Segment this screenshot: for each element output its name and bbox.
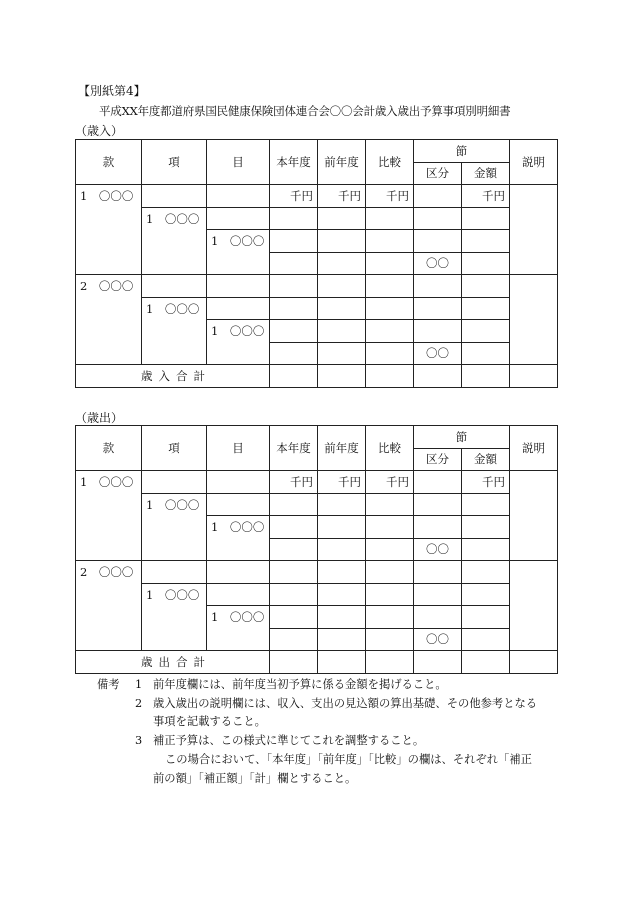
header-moku: 目 [207, 140, 270, 185]
header-current-year: 本年度 [270, 426, 318, 471]
table-row [76, 561, 558, 584]
explanation-cell [510, 561, 558, 651]
unit-cell: 千円 [462, 471, 510, 494]
header-setsu: 節 [414, 140, 510, 163]
note-number: 3 [135, 734, 143, 748]
note-paragraph: この場合において、「本年度」「前年度」「比較」の欄は、それぞれ「補正 [165, 752, 532, 766]
note-number: 2 [135, 696, 143, 710]
header-amount: 金額 [462, 162, 510, 185]
explanation-cell [510, 275, 558, 365]
header-previous-year: 前年度 [318, 140, 366, 185]
moku-cell: 1 〇〇〇 [207, 516, 270, 539]
kou-cell: 1 〇〇〇 [142, 493, 207, 516]
moku-cell: 1 〇〇〇 [207, 606, 270, 629]
table-row [76, 471, 558, 494]
note-item [97, 695, 567, 714]
expenditure-total-label: 歳出合計 [76, 651, 270, 674]
table-row [76, 252, 558, 275]
unit-cell: 千円 [462, 185, 510, 208]
table-row [76, 185, 558, 208]
revenue-table [75, 139, 558, 388]
kan-cell: 1 〇〇〇 [76, 185, 142, 208]
table-row [76, 342, 558, 365]
explanation-cell [510, 471, 558, 561]
table-row [76, 606, 558, 629]
header-setsu: 節 [414, 426, 510, 449]
table-row [76, 207, 558, 230]
kan-cell: 2 〇〇〇 [76, 561, 142, 584]
unit-cell: 千円 [366, 471, 414, 494]
note-text: 歳入歳出の説明欄には、収入、支出の見込額の算出基礎、その他参考となる [153, 696, 538, 710]
header-explanation: 説明 [510, 140, 558, 185]
table-row [76, 628, 558, 651]
kubun-cell: 〇〇 [414, 342, 462, 365]
table-row [76, 320, 558, 343]
header-moku: 目 [207, 426, 270, 471]
kubun-cell: 〇〇 [414, 252, 462, 275]
notes-section [97, 676, 567, 788]
header-kou: 項 [142, 426, 207, 471]
note-text: 前年度欄には、前年度当初予算に係る金額を掲げること。 [153, 678, 447, 691]
attachment-label: 【別紙第4】 [78, 84, 146, 98]
header-current-year: 本年度 [270, 140, 318, 185]
revenue-section-label: （歳入） [75, 124, 124, 138]
note-item [97, 732, 567, 751]
kou-cell: 1 〇〇〇 [142, 297, 207, 320]
unit-cell: 千円 [318, 471, 366, 494]
header-kan: 款 [76, 140, 142, 185]
note-continuation: 事項を記載すること。 [153, 715, 266, 729]
header-kubun: 区分 [414, 162, 462, 185]
total-row [76, 651, 558, 674]
total-row [76, 365, 558, 388]
table-row [76, 275, 558, 298]
table-row [76, 538, 558, 561]
header-comparison: 比較 [366, 426, 414, 471]
note-paragraph-continuation: 前の額」「補正額」「計」欄とすること。 [153, 771, 357, 785]
kou-cell: 1 〇〇〇 [142, 583, 207, 606]
kan-cell: 1 〇〇〇 [76, 471, 142, 494]
document-title: 平成XX年度都道府県国民健康保険団体連合会〇〇会計歳入歳出予算事項別明細書 [99, 104, 511, 118]
unit-cell: 千円 [270, 471, 318, 494]
header-kou: 項 [142, 140, 207, 185]
notes-lead: 備考 [97, 678, 120, 691]
unit-cell: 千円 [366, 185, 414, 208]
header-explanation: 説明 [510, 426, 558, 471]
table-row [76, 493, 558, 516]
kubun-cell: 〇〇 [414, 538, 462, 561]
kou-cell: 1 〇〇〇 [142, 207, 207, 230]
kubun-cell: 〇〇 [414, 628, 462, 651]
unit-cell: 千円 [270, 185, 318, 208]
unit-cell: 千円 [318, 185, 366, 208]
header-previous-year: 前年度 [318, 426, 366, 471]
table-row [76, 297, 558, 320]
explanation-cell [510, 185, 558, 275]
table-row [76, 516, 558, 539]
header-kubun: 区分 [414, 448, 462, 471]
expenditure-section-label: （歳出） [75, 411, 124, 425]
header-comparison: 比較 [366, 140, 414, 185]
moku-cell: 1 〇〇〇 [207, 230, 270, 253]
table-row [76, 230, 558, 253]
header-kan: 款 [76, 426, 142, 471]
table-row [76, 583, 558, 606]
revenue-total-label: 歳入合計 [76, 365, 270, 388]
note-item [97, 676, 567, 695]
note-number: 1 [135, 678, 143, 691]
note-text: 補正予算は、この様式に準じてこれを調整すること。 [153, 734, 425, 748]
moku-cell: 1 〇〇〇 [207, 320, 270, 343]
kan-cell: 2 〇〇〇 [76, 275, 142, 298]
expenditure-table [75, 425, 558, 674]
header-amount: 金額 [462, 448, 510, 471]
